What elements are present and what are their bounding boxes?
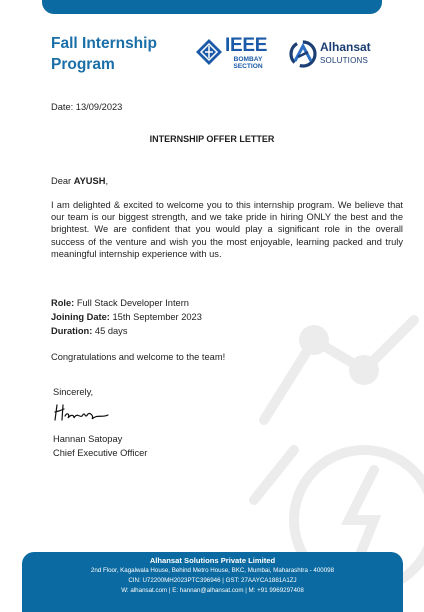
ieee-logo <box>196 35 276 70</box>
alhansat-swirl-icon <box>288 40 318 68</box>
signer-name: Hannan Satopay <box>53 434 123 444</box>
duration-row <box>51 324 202 338</box>
offer-details <box>51 296 202 338</box>
ieee-diamond-icon <box>196 39 222 65</box>
joining-date-row <box>51 310 202 324</box>
ieee-section-line2: SECTION <box>233 63 263 70</box>
greeting-prefix: Dear <box>51 176 74 186</box>
footer-ids: CIN: U72200MH2023PTC396946 | GST: 27AAYCA1881A1ZJ <box>128 577 297 584</box>
handwritten-signature <box>52 402 112 424</box>
closing-message: Congratulations and welcome to the team! <box>51 352 226 362</box>
footer <box>22 552 403 612</box>
ieee-section-line1: BOMBAY <box>233 56 263 63</box>
duration-value: 45 days <box>92 326 128 336</box>
footer-company: Alhansat Solutions Private Limited <box>149 556 276 565</box>
letter-body: I am delighted & excited to welcome you to this internship program. We believe that our team is our biggest strength, and we take pride in hiring ONLY the best and the brightest. We are confident that you would play a significant role in the overall success of the venture and wish you the most enjoyable, learning packed and truly meaningful internship experience with us. <box>51 200 403 259</box>
program-title-line2: Program <box>51 56 115 73</box>
signer-block <box>53 432 147 460</box>
recipient-name: AYUSH <box>73 176 106 186</box>
sign-off: Sincerely, <box>53 387 94 397</box>
alhansat-logo-tag: SOLUTIONS <box>320 56 369 65</box>
joining-date-label: Joining Date: <box>51 312 110 322</box>
role-row <box>51 296 202 310</box>
ieee-section <box>226 56 270 70</box>
duration-label: Duration: <box>51 326 93 336</box>
ieee-wordmark: IEEE <box>225 35 268 56</box>
top-banner <box>42 0 382 14</box>
letter-title: INTERNSHIP OFFER LETTER <box>149 134 275 144</box>
footer-address: 2nd Floor, Kagalwala House, Behind Metro House, BKC, Mumbai, Maharashtra - 400098 <box>90 567 335 574</box>
role-label: Role: <box>51 298 75 308</box>
role-value: Full Stack Developer Intern <box>74 298 189 308</box>
greeting-suffix: , <box>105 176 109 186</box>
program-title-line1: Fall Internship <box>51 35 157 52</box>
alhansat-logo-name: Alhansat <box>320 40 371 54</box>
footer-contact: W: alhansat.com | E: hannan@alhansat.com | M: +91 9969297408 <box>121 587 304 594</box>
letter-date: Date: 13/09/2023 <box>51 102 123 112</box>
greeting <box>51 176 108 188</box>
signer-title: Chief Executive Officer <box>53 448 148 458</box>
alhansat-logo <box>288 40 388 70</box>
joining-date-value: 15th September 2023 <box>109 312 202 322</box>
program-title <box>51 33 201 75</box>
